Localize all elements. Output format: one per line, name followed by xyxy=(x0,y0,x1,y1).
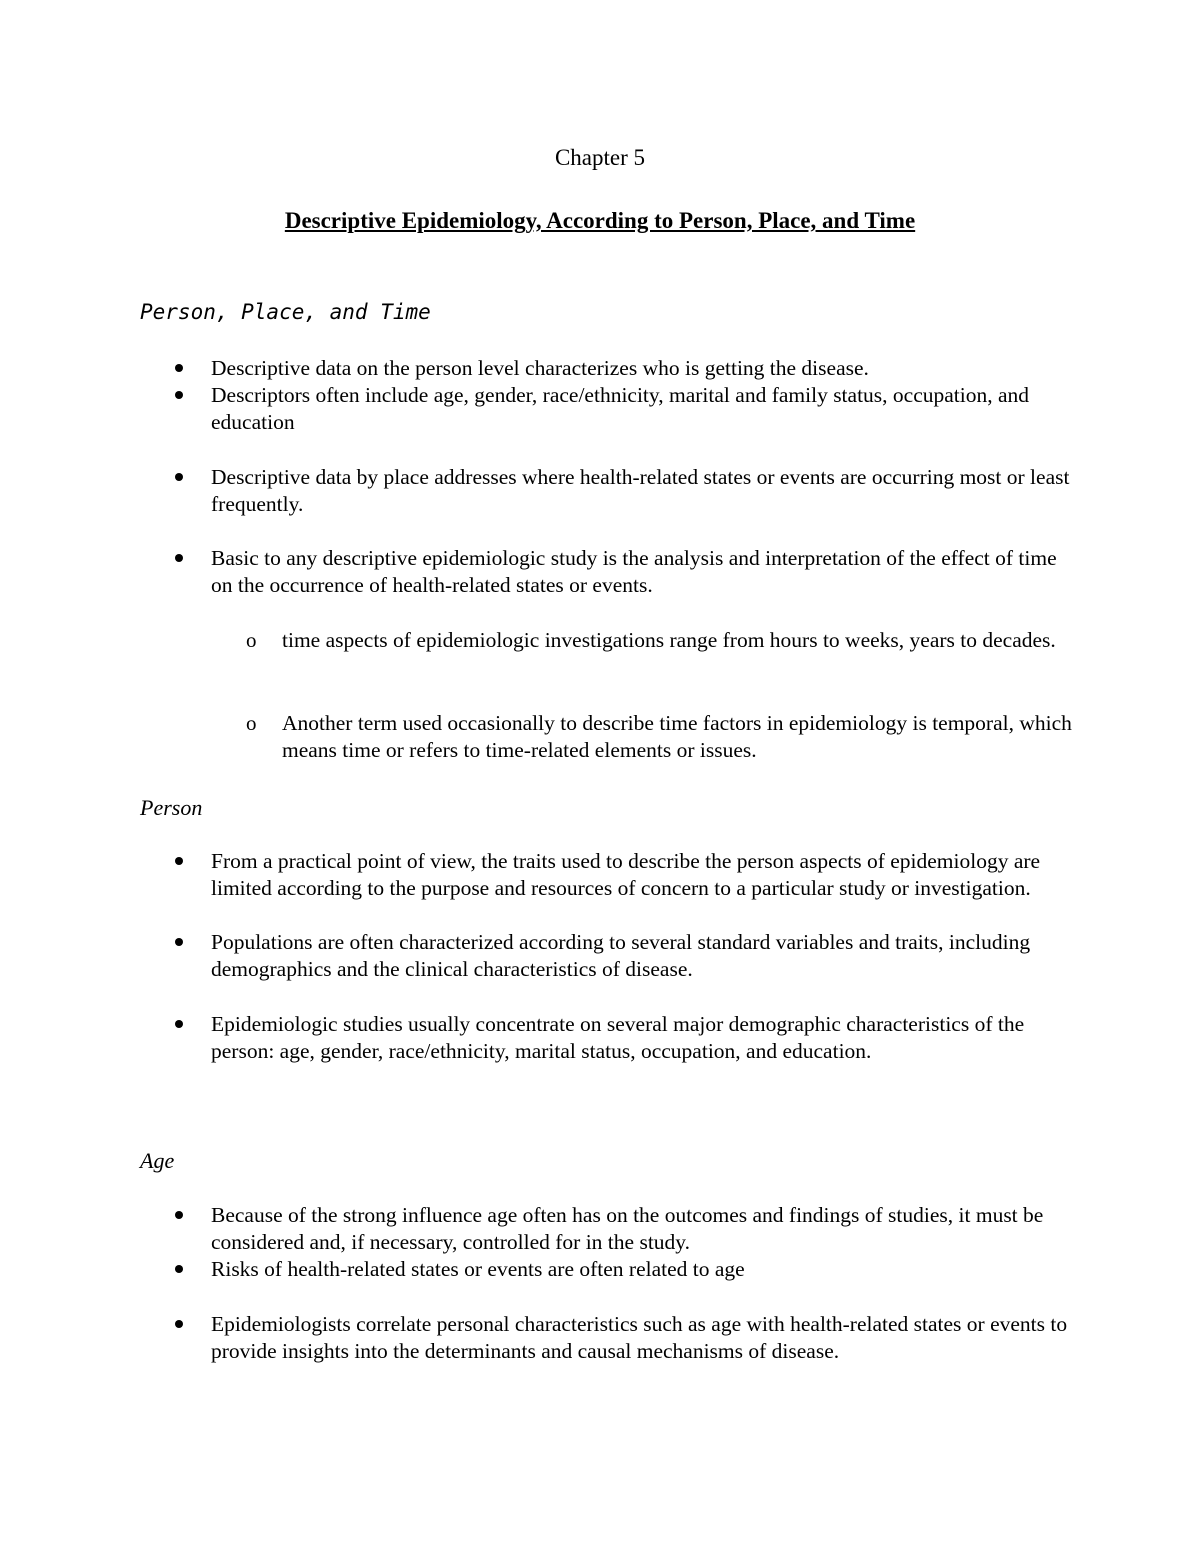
list-item: Descriptive data by place addresses where health-related states or events are occurring most or least frequently. xyxy=(211,464,1081,519)
chapter-label: Chapter 5 xyxy=(554,145,646,170)
list-item: Populations are often characterized according to several standard variables and traits, including demographics and the clinical characteristics of disease. xyxy=(211,929,1081,984)
sub-list-item: o Another term used occasionally to describe time factors in epidemiology is temporal, which means time or refers to time-related elements or issues. xyxy=(282,710,1082,765)
list-item: Epidemiologic studies usually concentrate on several major demographic characteristics of the person: age, gender, race/ethnicity, marital status, occupation, and education. xyxy=(211,1011,1081,1066)
list-item: Basic to any descriptive epidemiologic study is the analysis and interpretation of the effect of time on the occurrence of health-related states or events. xyxy=(211,545,1081,600)
sub-list-item: o time aspects of epidemiologic investigations range from hours to weeks, years to decades. xyxy=(282,627,1082,654)
page-title: Descriptive Epidemiology, According to Person, Place, and Time xyxy=(284,208,916,233)
list-item: Epidemiologists correlate personal characteristics such as age with health-related states or events to provide insights into the determinants and causal mechanisms of disease. xyxy=(211,1311,1081,1366)
list-item: Risks of health-related states or events are often related to age xyxy=(211,1256,1081,1283)
section-heading-person-place-time: Person, Place, and Time xyxy=(140,300,431,324)
list-item: Descriptors often include age, gender, race/ethnicity, marital and family status, occupation, and education xyxy=(211,382,1081,437)
list-item: From a practical point of view, the traits used to describe the person aspects of epidemiology are limited according to the purpose and resources of concern to a particular study or investigation. xyxy=(211,848,1081,903)
list-item: Descriptive data on the person level characterizes who is getting the disease. xyxy=(211,355,1081,382)
section-heading-age: Age xyxy=(140,1148,175,1173)
list-item: Because of the strong influence age often has on the outcomes and findings of studies, it must be considered and, if necessary, controlled for in the study. xyxy=(211,1202,1081,1257)
section-heading-person: Person xyxy=(140,795,203,820)
